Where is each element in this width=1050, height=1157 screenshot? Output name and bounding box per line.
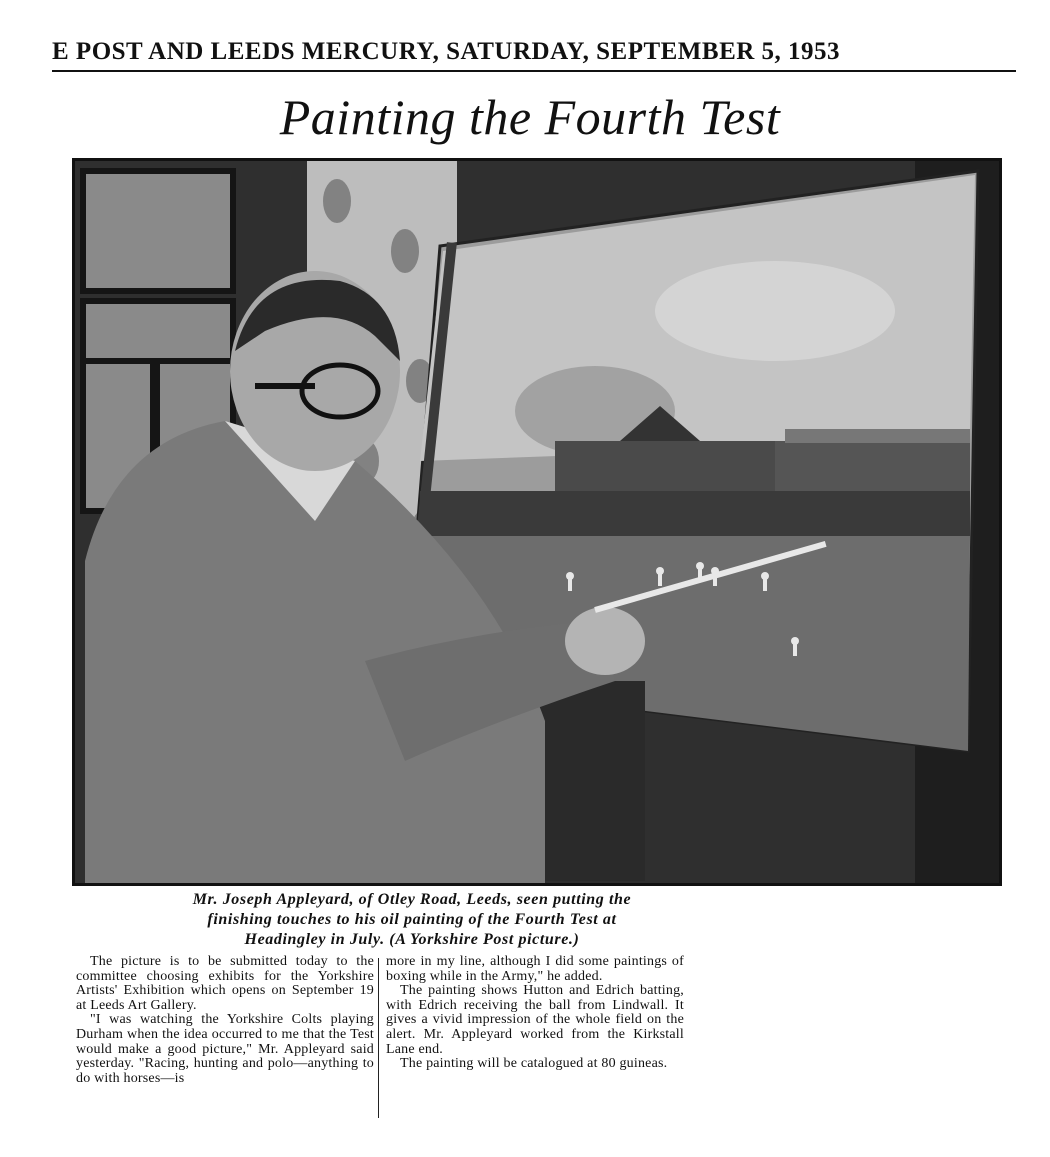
article-column-1	[76, 955, 374, 1086]
masthead: E POST AND LEEDS MERCURY, SATURDAY, SEPTEMBER 5, 1953	[52, 38, 841, 65]
caption-line: Mr. Joseph Appleyard, of Otley Road, Leeds, seen putting the	[192, 891, 632, 908]
masthead-rule	[52, 70, 1016, 72]
article-paragraph: The painting shows Hutton and Edrich batting, with Edrich receiving the ball from Lindwall. It gives a vivid impression of the whole field on the alert. Mr. Appleyard worked from the Kirkstall Lane end.	[386, 983, 684, 1057]
article-paragraph: "I was watching the Yorkshire Colts playing Durham when the idea occurred to me that the Test would make a good picture," Mr. Appleyard said yesterday. "Racing, hunting and polo—anything to do with horses—is	[76, 1012, 374, 1086]
headline: Painting the Fourth Test	[279, 89, 781, 145]
caption-line: Headingley in July. (A Yorkshire Post picture.)	[244, 931, 580, 948]
article-paragraph: more in my line, although I did some paintings of boxing while in the Army," he added.	[386, 954, 684, 984]
column-divider	[378, 958, 379, 1118]
photograph	[72, 158, 1002, 886]
photo-illustration	[75, 161, 999, 883]
article-paragraph: The picture is to be submitted today to the committee choosing exhibits for the Yorkshire Artists' Exhibition which opens on September 19 at Leeds Art Gallery.	[76, 954, 374, 1013]
article-paragraph: The painting will be catalogued at 80 guineas.	[400, 1056, 668, 1072]
photo-caption	[72, 890, 752, 950]
article-column-2	[386, 955, 684, 1072]
caption-line: finishing touches to his oil painting of the Fourth Test at	[207, 911, 617, 928]
